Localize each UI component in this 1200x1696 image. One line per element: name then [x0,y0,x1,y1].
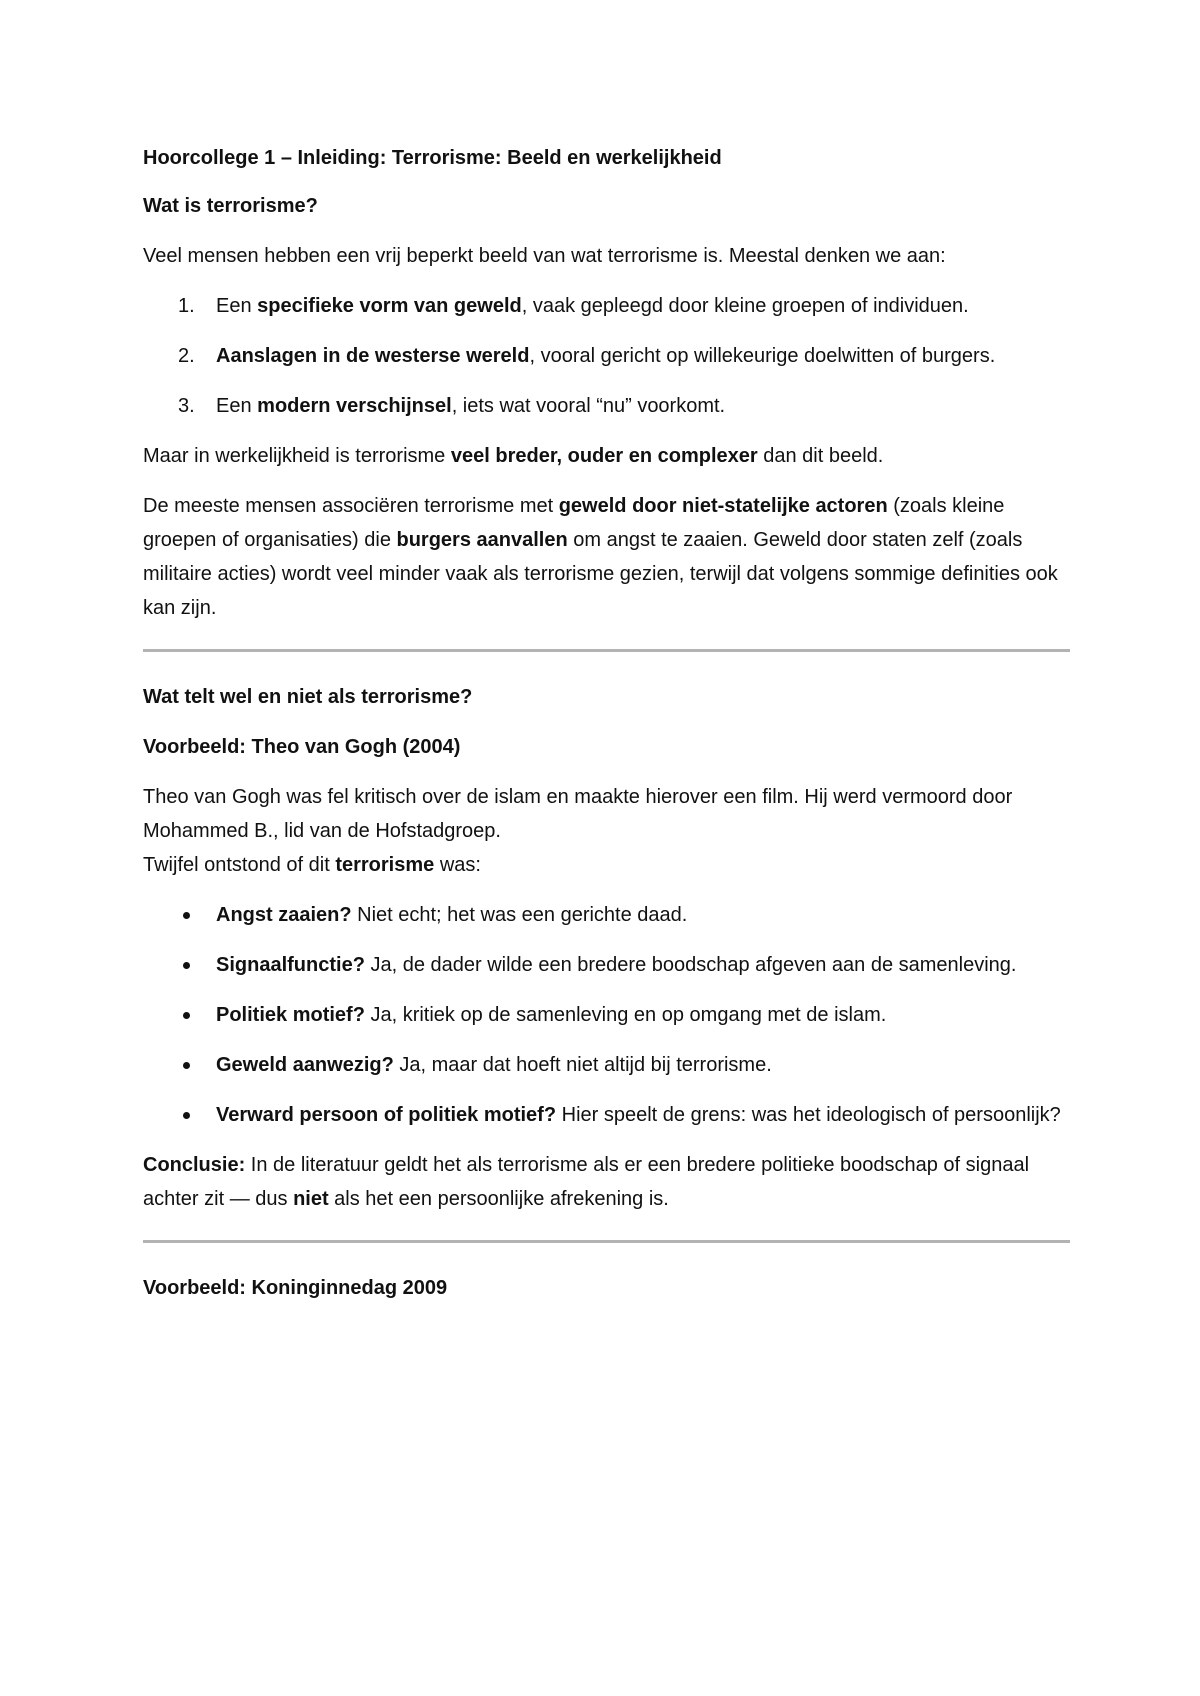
conclusion-paragraph [143,1148,1070,1216]
intro-paragraph: Veel mensen hebben een vrij beperkt beeld van wat terrorisme is. Meestal denken we aan: [143,245,946,267]
doubt-pre: Twijfel ontstond of dit [143,854,336,876]
list-item [143,339,1070,373]
association-paragraph [143,489,1070,625]
assoc-post: om angst te zaaien. Geweld door staten zelf (zoals militaire acties) wordt veel minder vaak als terrorisme gezien, terwijl dat volgens sommige definities ook kan zijn. [143,529,1058,619]
assoc-pre: De meeste mensen associëren terrorisme met [143,495,559,517]
van-gogh-paragraph [143,780,1070,882]
numbered-list [143,289,1070,423]
section-heading-what-counts: Wat telt wel en niet als terrorisme? [143,686,473,708]
bullet-list [143,898,1070,1132]
horizontal-divider [143,649,1070,652]
horizontal-divider [143,1240,1070,1243]
doubt-post: was: [434,854,481,876]
conclusion-pre: In de literatuur geldt het als terrorisme als er een bredere politieke boodschap of signaal achter zit — dus [143,1154,1030,1210]
doubt-bold: terrorisme [335,854,435,876]
bullet-item [143,898,1070,932]
bullet-item [143,998,1070,1032]
document-title: Hoorcollege 1 – Inleiding: Terrorisme: Beeld en werkelijkheid [143,147,722,169]
assoc-mid: (zoals kleine groepen of organisaties) die [143,495,1005,551]
bullet-question: Geweld aanwezig? [216,1054,394,1076]
bullet-answer: Ja, kritiek op de samenleving en op omgang met de islam. [364,1004,887,1026]
list-number: 2. [178,345,195,367]
van-gogh-text: Theo van Gogh was fel kritisch over de islam en maakte hierover een film. Hij werd vermoord door Mohammed B., lid van de Hofstadgroep. [143,786,1013,842]
bullet-item [143,948,1070,982]
list-text-post: , vaak gepleegd door kleine groepen of individuen. [521,295,969,317]
bullet-answer: Hier speelt de grens: was het ideologisch of persoonlijk? [556,1104,1061,1126]
assoc-bold-2: burgers aanvallen [396,529,568,551]
list-text-pre: Een [216,395,258,417]
bullet-dot-icon [183,1112,190,1119]
list-text-post: , iets wat vooral “nu” voorkomt. [451,395,726,417]
bullet-item [143,1048,1070,1082]
list-number: 1. [178,295,195,317]
assoc-bold-1: geweld door niet-statelijke actoren [558,495,888,517]
bullet-dot-icon [183,912,190,919]
bullet-question: Signaalfunctie? [216,954,365,976]
conclusion-label: Conclusie: [143,1154,246,1176]
bullet-question: Politiek motief? [216,1004,365,1026]
bullet-dot-icon [183,1062,190,1069]
bullet-answer: Ja, maar dat hoeft niet altijd bij terrorisme. [393,1054,772,1076]
conclusion-post: als het een persoonlijke afrekening is. [328,1188,669,1210]
list-number: 3. [178,395,195,417]
bullet-item [143,1098,1070,1132]
list-text-bold: modern verschijnsel [257,395,452,417]
bullet-answer: Niet echt; het was een gerichte daad. [351,904,688,926]
reality-post: dan dit beeld. [757,445,884,467]
list-item [143,289,1070,323]
example-heading-koninginnedag: Voorbeeld: Koninginnedag 2009 [143,1277,448,1299]
list-text-bold: Aanslagen in de westerse wereld [216,345,530,367]
bullet-dot-icon [183,962,190,969]
bullet-question: Verward persoon of politiek motief? [216,1104,557,1126]
section-heading-what-is: Wat is terrorisme? [143,195,318,217]
bullet-question: Angst zaaien? [216,904,352,926]
example-heading-van-gogh: Voorbeeld: Theo van Gogh (2004) [143,736,461,758]
list-item [143,389,1070,423]
list-text-bold: specifieke vorm van geweld [257,295,522,317]
bullet-dot-icon [183,1012,190,1019]
reality-pre: Maar in werkelijkheid is terrorisme [143,445,451,467]
bullet-answer: Ja, de dader wilde een bredere boodschap afgeven aan de samenleving. [364,954,1017,976]
list-text-pre: Een [216,295,258,317]
conclusion-bold: niet [293,1188,329,1210]
reality-paragraph [143,439,1070,473]
reality-bold: veel breder, ouder en complexer [450,445,758,467]
list-text-post: , vooral gericht op willekeurige doelwitten of burgers. [529,345,996,367]
